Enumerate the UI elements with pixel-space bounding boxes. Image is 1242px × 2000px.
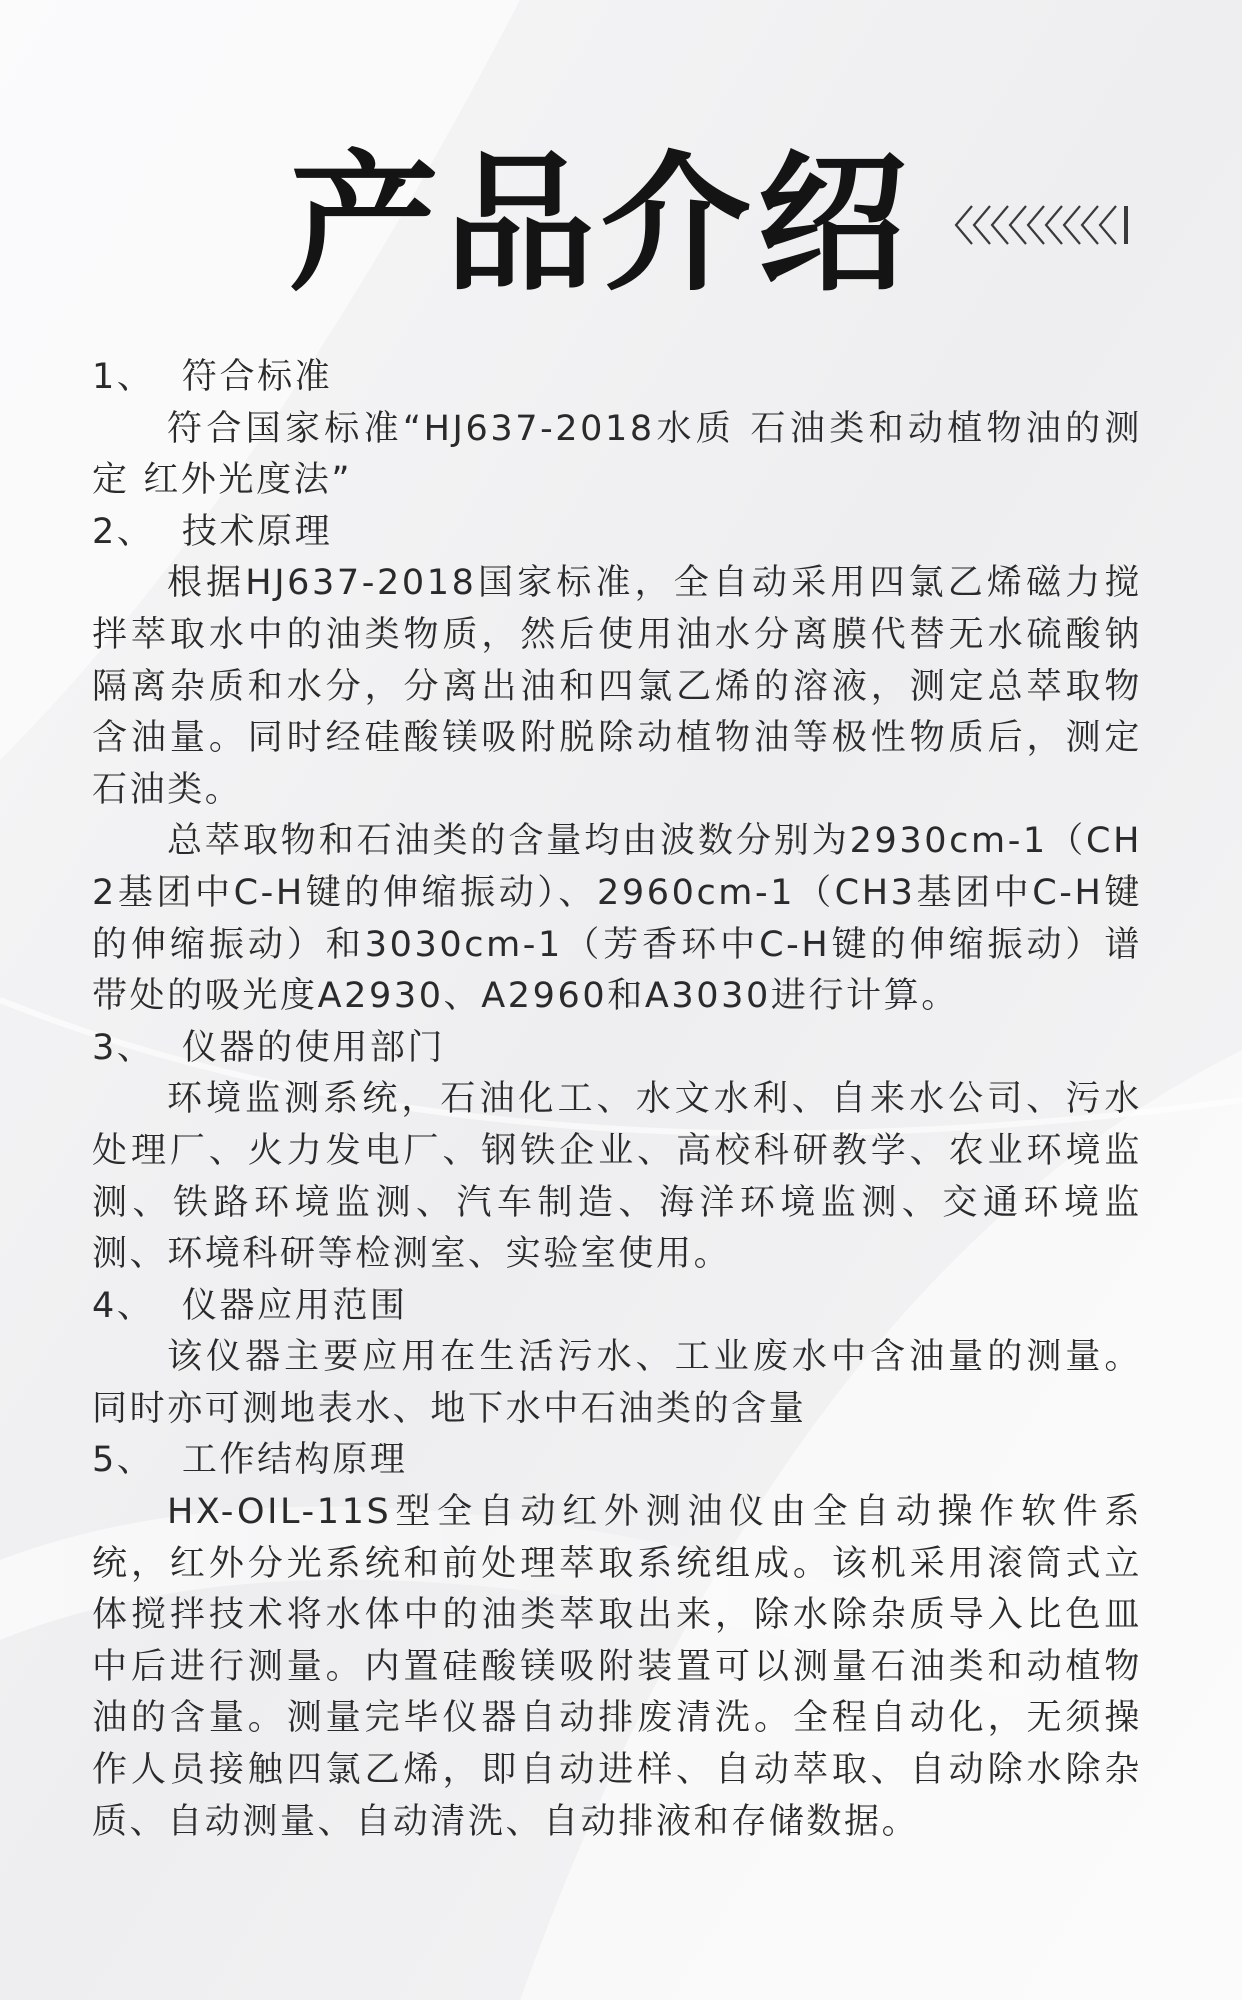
section-heading-users: 3、 仪器的使用部门 <box>92 1027 446 1068</box>
section-body-principle-calc: 总萃取物和石油类的含量均由波数分别为2930cm-1（CH2基团中C-H键的伸缩振动）、2960cm-1（CH3基团中C-H键的伸缩振动）和3030cm-1（芳香环中C-H键的伸缩振动）谱带处的吸光度A2930、A2960和A3030进行计算。 <box>92 821 1142 1017</box>
chevron-arrows-icon <box>952 202 1130 248</box>
section-body-principle: 根据HJ637-2018国家标准，全自动采用四氯乙烯磁力搅拌萃取水中的油类物质，然后使用油水分离膜代替无水硫酸钠隔离杂质和水分，分离出油和四氯乙烯的溶液，测定总萃取物含油量。同时经硅酸镁吸附脱除动植物油等极性物质后，测定石油类。 <box>92 563 1142 810</box>
section-heading-standard: 1、 符合标准 <box>92 357 333 397</box>
section-body-standard: 符合国家标准“HJ637-2018水质 石油类和动植物油的测定 红外光度法” <box>92 408 1142 501</box>
product-description <box>92 352 1142 1848</box>
section-body-users: 环境监测系统，石油化工、水文水利、自来水公司、污水处理厂、火力发电厂、钢铁企业、高校科研教学、农业环境监测、铁路环境监测、汽车制造、海洋环境监测、交通环境监测、环境科研等检测室、实验室使用。 <box>92 1079 1142 1275</box>
section-heading-principle: 2、 技术原理 <box>92 511 333 552</box>
section-heading-structure: 5、 工作结构原理 <box>92 1440 408 1481</box>
section-body-structure: HX-OIL-11S型全自动红外测油仪由全自动操作软件系统，红外分光系统和前处理萃取系统组成。该机采用滚筒式立体搅拌技术将水体中的油类萃取出来，除水除杂质导入比色皿中后进行测量。内置硅酸镁吸附装置可以测量石油类和动植物油的含量。测量完毕仪器自动排废清洗。全程自动化，无须操作人员接触四氯乙烯，即自动进样、自动萃取、自动除水除杂质、自动测量、自动清洗、自动排液和存储数据。 <box>92 1492 1142 1842</box>
page-title: 产品介绍 <box>288 138 913 312</box>
section-heading-scope: 4、 仪器应用范围 <box>92 1285 408 1326</box>
section-body-scope: 该仪器主要应用在生活污水、工业废水中含油量的测量。同时亦可测地表水、地下水中石油类的含量 <box>92 1337 1142 1429</box>
